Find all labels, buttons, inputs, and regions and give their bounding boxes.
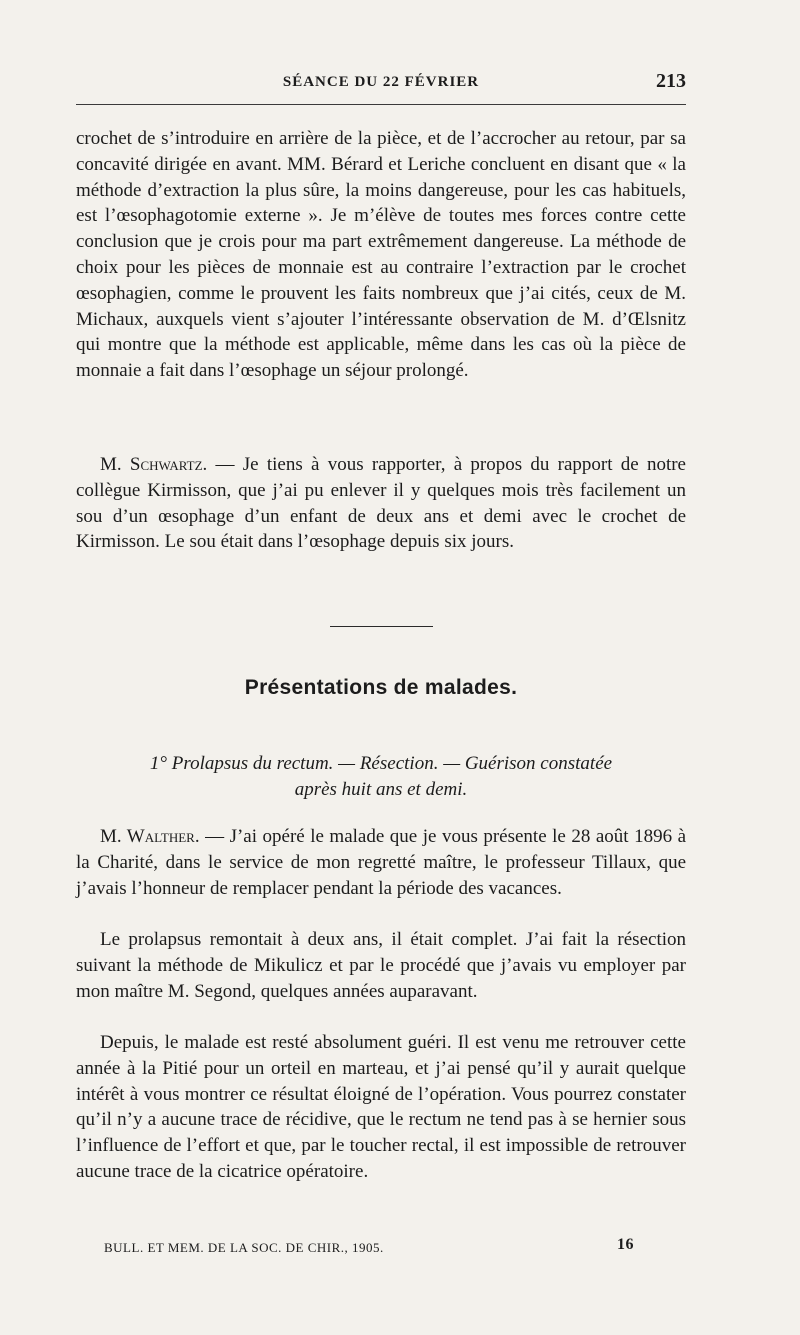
page-header: [76, 70, 686, 98]
section-heading: Présentations de malades.: [244, 676, 518, 699]
running-title: SÉANCE DU 22 FÉVRIER: [282, 74, 480, 90]
header-rule: [76, 104, 686, 105]
signature-mark: 16: [617, 1236, 634, 1253]
paragraph-text: — Je tiens à vous rapporter, à propos du rapport de notre collègue Kirmisson, que j’ai pu enlever il y quelques mois très facilement un sou d’un œsophage d’un enfant de deux ans et demi avec le crochet de Kirmisson. Le sou était dans l’œsophage depuis six jours.: [76, 454, 686, 553]
case-subheading: [76, 751, 686, 803]
journal-reference: BULL. ET MEM. DE LA SOC. DE CHIR., 1905.: [104, 1240, 384, 1255]
paragraph-schwartz: [76, 452, 686, 555]
paragraph-continuation: crochet de s’introduire en arrière de la pièce, et de l’accrocher au retour, par sa concavité dirigée en avant. MM. Bérard et Leriche concluent en disant que « la méthode d’extraction la plus sûre, la moins dangereuse, pour les cas habituels, est l’œsophagotomie externe ». Je m’élève de toutes mes forces contre cette conclusion que je crois pour ma part extrêmement dangereuse. La méthode de choix pour les pièces de monnaie est au contraire l’extraction par le crochet œsophagien, comme le prouvent les faits nombreux que j’ai cités, ceux de M. Michaux, auxquels vient s’ajouter l’intéressante observation de M. d’Œlsnitz qui montre que la méthode est applicable, même dans les cas où la pièce de monnaie a fait dans l’œsophage un séjour prolongé.: [76, 128, 686, 382]
subheading-line: après huit ans et demi.: [294, 779, 468, 800]
section-divider: [330, 626, 433, 627]
speaker-name: M. Walther.: [100, 826, 200, 847]
paragraph-text: — J’ai opéré le malade que je vous présente le 28 août 1896 à la Charité, dans le service de mon regretté maître, le professeur Tillaux, que j’avais l’honneur de remplacer pendant la période des vacances.: [76, 826, 687, 899]
page-number: 213: [656, 70, 686, 92]
speaker-name: M. Schwartz.: [100, 454, 208, 475]
page-footer: [104, 1236, 634, 1260]
paragraph-prolapsus: Le prolapsus remontait à deux ans, il était complet. J’ai fait la résection suivant la méthode de Mikulicz et par le procédé que j’avais vu employer par mon maître M. Segond, quelques années auparavant.: [76, 929, 686, 1002]
paragraph-depuis: Depuis, le malade est resté absolument guéri. Il est venu me retrouver cette année à la Pitié pour un orteil en marteau, et j’ai pensé qu’il y aurait quelque intérêt à vous montrer ce résultat éloigné de l’opération. Vous pourrez constater qu’il n’y a aucune trace de récidive, que le rectum ne tend pas à se hernier sous l’influence de l’effort et que, par le toucher rectal, il est impossible de retrouver aucune trace de la cicatrice opératoire.: [76, 1032, 686, 1182]
subheading-line: 1° Prolapsus du rectum. — Résection. — Guérison constatée: [149, 753, 613, 774]
paragraph-walther: [76, 824, 686, 901]
